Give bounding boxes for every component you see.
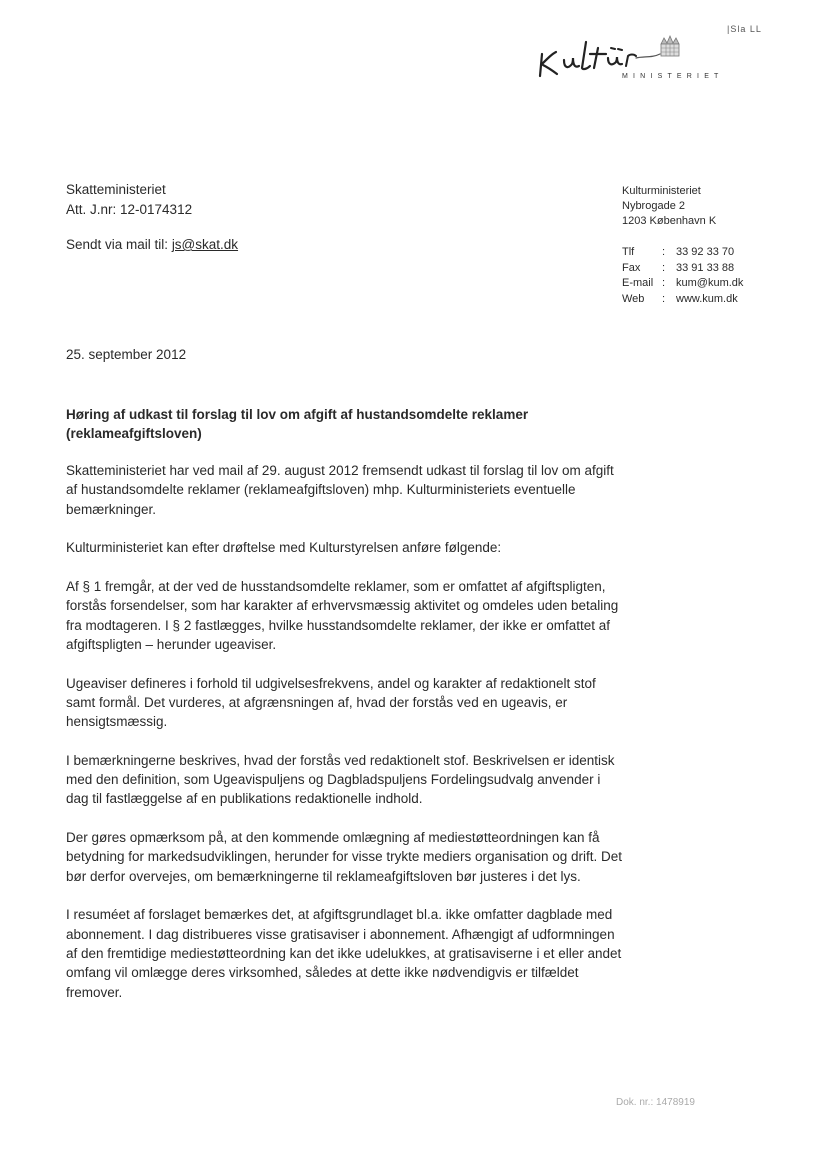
body-paragraph: I resuméet af forslaget bemærkes det, at afgiftsgrundlaget bl.a. ikke omfatter dagblade med abonnement. I dag distribueres visse gratisaviser i abonnement. Afhængigt af udformningen af den fremtidige mediestøtteordning kan det ikke udelukkes, at gratisaviserne i et eller andet omfang vil omlægge deres virksomhed, således at dette ikke nødvendigvis er tilfældet fremover. bbox=[66, 907, 622, 1000]
contact-key: Web bbox=[622, 292, 645, 305]
body-paragraph: Kulturministeriet kan efter drøftelse med Kulturstyrelsen anføre følgende: bbox=[66, 540, 502, 556]
logo-subtitle: MINISTERIET bbox=[622, 73, 724, 80]
letter-subject: Høring af udkast til forslag til lov om afgift af hustandsomdelte reklamer (reklameafgiftsloven) bbox=[66, 407, 529, 441]
sender-street: Nybrogade 2 bbox=[622, 200, 685, 212]
recipient-email-link[interactable]: js@skat.dk bbox=[171, 237, 239, 252]
letter-date: 25. september 2012 bbox=[66, 347, 187, 362]
contact-details bbox=[622, 245, 743, 307]
contact-value: 33 92 33 70 bbox=[676, 246, 735, 258]
contact-row: Tlf : 33 92 33 70 bbox=[622, 245, 743, 261]
document-number: Dok. nr.: 1478919 bbox=[616, 1097, 695, 1108]
recipient-block bbox=[66, 180, 192, 220]
contact-value: 33 91 33 88 bbox=[676, 261, 735, 274]
contact-key: Fax bbox=[622, 261, 641, 274]
body-paragraph: Skatteministeriet har ved mail af 29. august 2012 fremsendt udkast til forslag til lov om afgift af hustandsomdelte reklamer (reklameafgiftsloven) mhp. Kulturministeriets eventuelle bemærkninger. bbox=[66, 463, 614, 517]
contact-row: Web : www.kum.dk bbox=[622, 292, 743, 308]
handwritten-note: |Sla LL bbox=[727, 24, 762, 34]
body-paragraph: Der gøres opmærksom på, at den kommende omlægning af mediestøtteordningen kan få betydning for markedsudviklingen, herunder for visse trykte mediers organisation og drift. Det bør derfor overvejes, om bemærkningerne til reklameafgiftsloven bør justeres i det lys. bbox=[66, 830, 623, 884]
recipient-name: Skatteministeriet bbox=[66, 182, 166, 197]
contact-row: Fax : 33 91 33 88 bbox=[622, 261, 743, 277]
sent-via-line bbox=[66, 237, 238, 252]
sender-name: Kulturministeriet bbox=[622, 185, 701, 197]
sender-address bbox=[622, 184, 716, 229]
body-paragraph: Ugeaviser defineres i forhold til udgivelsesfrekvens, andel og karakter af redaktionelt stof samt formål. Det vurderes, at afgrænsningen af, hvad der forstås ved en ugeavis, er hensigtsmæssig. bbox=[66, 675, 596, 730]
recipient-ref: Att. J.nr: 12-0174312 bbox=[66, 202, 193, 217]
letter-body bbox=[66, 461, 626, 1021]
contact-key: Tlf bbox=[622, 246, 635, 258]
contact-value: kum@kum.dk bbox=[676, 277, 744, 289]
sent-via-label: Sendt via mail til: bbox=[66, 237, 169, 252]
body-paragraph: I bemærkningerne beskrives, hvad der forstås ved redaktionelt stof. Beskrivelsen er identisk med den definition, som Ugeavispuljens og Dagbladspuljens Fordelingsudvalg anvender i dag til fastlæggelse af en publikations redaktionelle indhold. bbox=[66, 752, 615, 807]
body-paragraph: Af § 1 fremgår, at der ved de husstandsomdelte reklamer, som er omfattet af afgiftspligten, forstås forsendelser, som har karakter af erhvervsmæssig aktivitet og omdeles uden betaling fra modtageren. I § 2 fastlægges, hvilke husstandsomdelte reklamer, der ikke er omfattet af afgiftspligten – herunder ugeaviser. bbox=[66, 578, 619, 652]
crown-icon bbox=[658, 34, 682, 58]
contact-key: E-mail bbox=[622, 277, 654, 289]
contact-row: E-mail : kum@kum.dk bbox=[622, 276, 743, 292]
sender-city: 1203 København K bbox=[622, 215, 717, 227]
contact-value: www.kum.dk bbox=[676, 292, 738, 305]
